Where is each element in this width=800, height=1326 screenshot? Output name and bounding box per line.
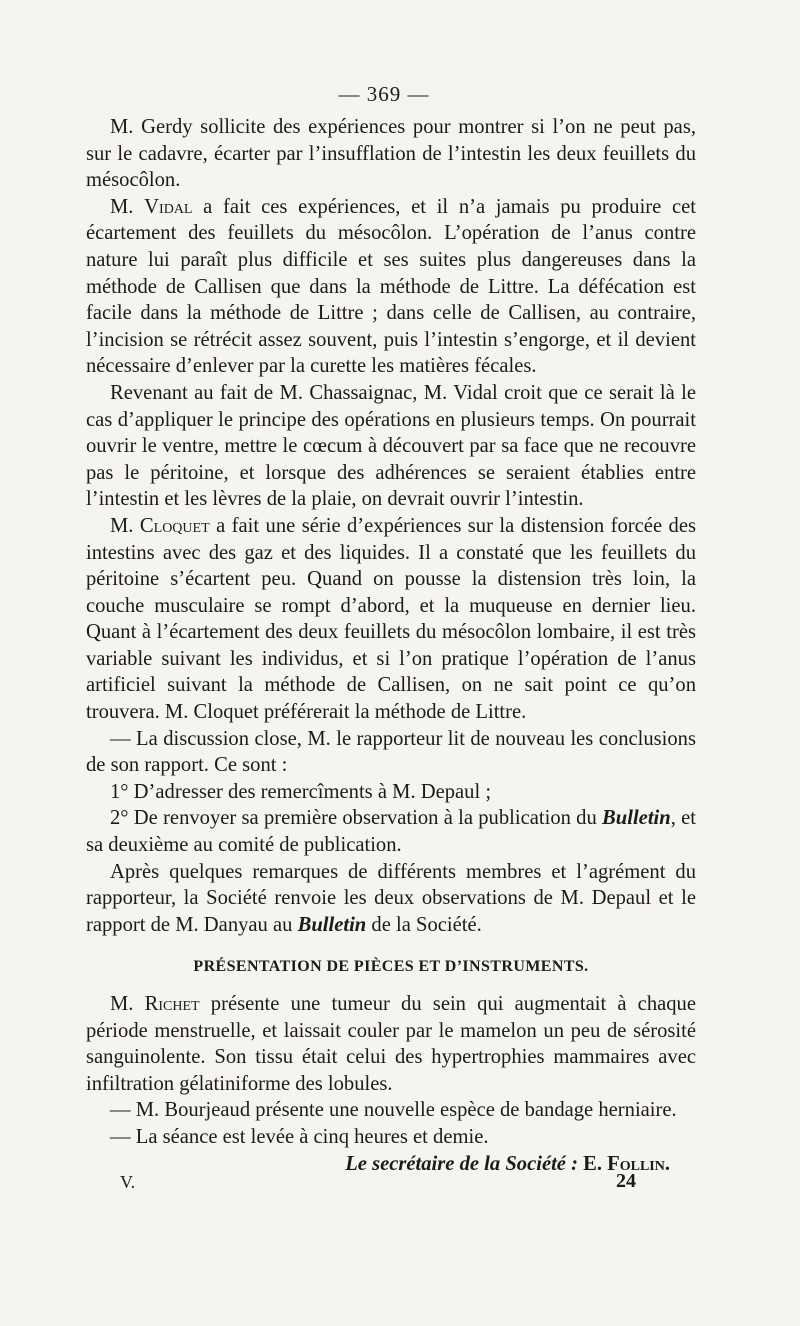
paragraph-text: 2° De renvoyer sa première observation à la publication du <box>110 807 603 830</box>
bulletin-title: Bulletin <box>297 913 367 936</box>
section-title: PRÉSENTATION DE PIÈCES ET D’INSTRUMENTS. <box>193 958 589 976</box>
signature <box>86 1151 696 1178</box>
paragraph-richet <box>86 991 696 1097</box>
paragraph-cloquet <box>86 513 696 726</box>
page-number: — 369 — <box>338 82 430 106</box>
paragraph-closing: — La séance est levée à cinq heures et demie. <box>110 1125 489 1148</box>
bulletin-title: Bulletin <box>602 807 671 830</box>
paragraph-discussion: — La discussion close, M. le rapporteur lit de nouveau les conclusions de son rapport. Ce sont : <box>86 727 696 777</box>
paragraph-chassaignac: Revenant au fait de M. Chassaignac, M. Vidal croit que ce serait là le cas d’appliquer le principe des opérations en plusieurs temps. On pourrait ouvrir le ventre, mettre le cœcum à découvert par sa face que ne recouvre pas le péritoine, et lorsque des adhérences se seraient établies entre l’intestin et les lèvres de la plaie, on devrait ouvrir l’intestin. <box>86 381 696 511</box>
paragraph-text: Après quelques remarques de différents membres et l’agrément du rapporteur, la Société renvoie les deux observations de M. Depaul et le rapport de M. Danyau au <box>86 860 696 936</box>
paragraph-text-end: , et sa deuxième au comité de publication. <box>86 807 696 857</box>
body-text <box>86 114 696 1177</box>
paragraph-text: présente une tumeur du sein qui augmentait à chaque période menstruelle, et laissait couler par le mamelon un peu de sérosité sanguinolente. Son tissu était celui des hypertrophies mammaires avec infiltration gélatiniforme des lobules. <box>86 993 696 1095</box>
speaker-prefix: M. <box>110 514 134 537</box>
speaker-name: Cloquet <box>139 514 210 537</box>
paragraph-conclusion-1: 1° D’adresser des remercîments à M. Depaul ; <box>110 780 492 803</box>
paragraph-text: a fait une série d’expériences sur la distension forcée des intestins avec des gaz et des liquides. Il a constaté que les feuillets du péritoine s’écartent peu. Quand on pousse la distension très loin, la couche musculaire se rompt d’abord, et la muqueuse en dernier lieu. Quant à l’écartement des deux feuillets du mésocôlon lombaire, il est très variable suivant les individus, et si l’on pratique l’opération de l’anus artificiel suivant la méthode de Callisen, on ne sait point ce qu’on trouvera. M. Cloquet préférerait la méthode de Littre. <box>86 514 696 724</box>
sheet-number: 24 <box>616 1170 636 1192</box>
speaker-prefix: M. <box>110 195 134 218</box>
speaker-name: Richet <box>144 993 200 1015</box>
paragraph-text-end: de la Société. <box>366 913 482 936</box>
speaker-prefix: M. <box>110 993 134 1015</box>
paragraph-bourjeaud: — M. Bourjeaud présente une nouvelle espèce de bandage herniaire. <box>110 1099 677 1122</box>
signature-name: E. Follin. <box>583 1152 670 1175</box>
speaker-name: Vidal <box>144 195 193 218</box>
volume-marker: V. <box>120 1172 136 1192</box>
paragraph-remarks <box>86 859 696 939</box>
paragraph-conclusion-2 <box>86 805 696 858</box>
paragraph-gerdy: M. Gerdy sollicite des expériences pour montrer si l’on ne peut pas, sur le cadavre, écarter par l’insufflation de l’intestin les deux feuillets du mésocôlon. <box>86 116 696 192</box>
paragraph-vidal <box>86 194 696 380</box>
paragraph-text: a fait ces expériences, et il n’a jamais pu produire cet écartement des feuillets du mésocôlon. L’opération de l’anus contre nature lui paraît plus difficile et ses suites plus dangereuses dans la méthode de Callisen que dans la méthode de Littre. La défécation est facile dans la méthode de Littre ; dans celle de Callisen, au contraire, l’incision se rétrécit assez souvent, puis l’intestin s’engorge, et il devient nécessaire d’enlever par la curette les matières fécales. <box>86 195 696 378</box>
signature-text: Le secrétaire de la Société : <box>345 1152 584 1175</box>
